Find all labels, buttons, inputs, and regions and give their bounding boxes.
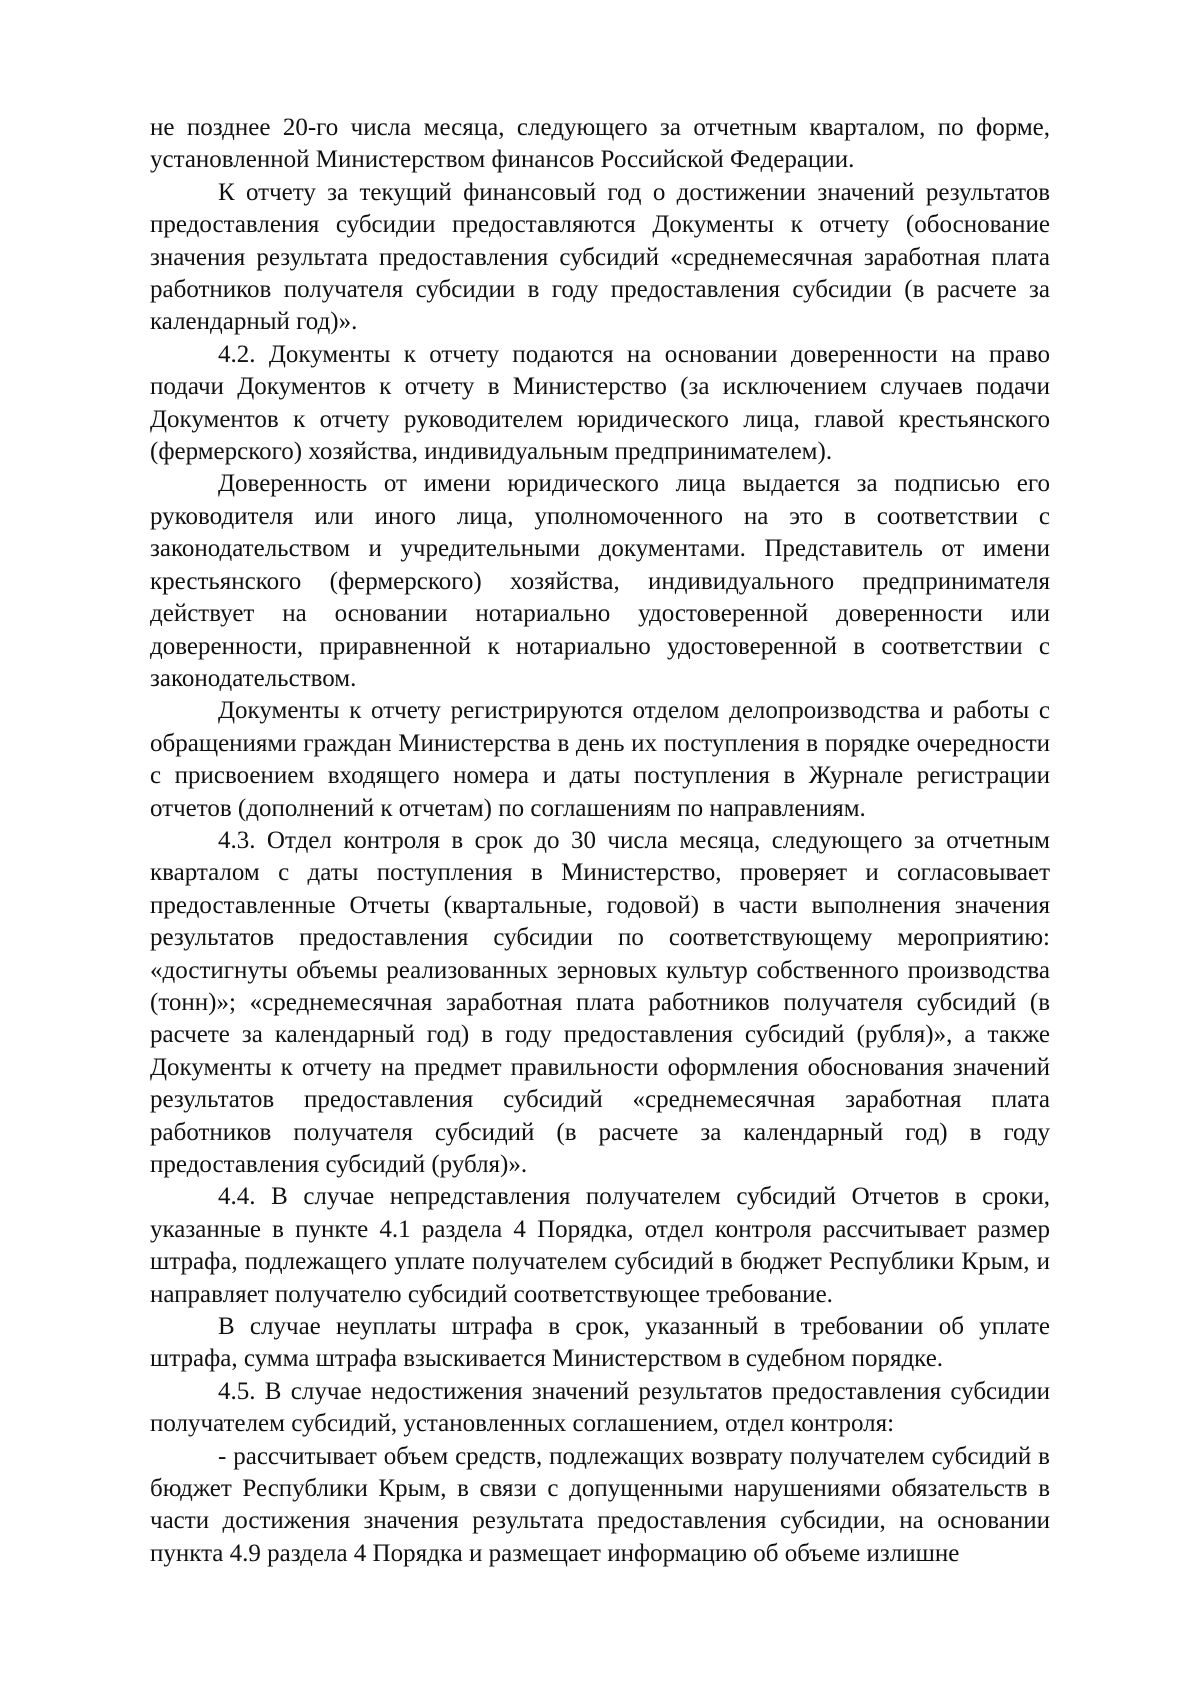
paragraph-annual-report-documents: К отчету за текущий финансовый год о достижении значений результатов предоставления субсидии предоставляются Документы к отчету (обоснование значения результата предоставления субсидий «среднемесячная заработная плата работников получателя субсидии в году предоставления субсидии (в расчете за календарный год)».	[150, 178, 1050, 336]
paragraph-list-item-refund: - рассчитывает объем средств, подлежащих возврату получателем субсидий в бюджет Республики Крым, в связи с допущенными нарушениями обязательств в части достижения значения результата предоставления субсидии, на основании пункта 4.9 раздела 4 Порядка и размещает информацию об объеме излишне	[150, 1442, 1050, 1567]
paragraph-4-2: 4.2. Документы к отчету подаются на основании доверенности на право подачи Документов к отчету в Министерство (за исключением случаев подачи Документов к отчету руководителем юридического лица, главой крестьянского (фермерского) хозяйства, индивидуальным предпринимателем).	[150, 340, 1050, 466]
paragraph-4-5: 4.5. В случае недостижения значений результатов предоставления субсидии получателем субсидий, установленных соглашением, отдел контроля:	[150, 1377, 1050, 1438]
document-page	[150, 112, 1050, 1570]
paragraph-power-of-attorney: Доверенность от имени юридического лица выдается за подписью его руководителя или иного лица, уполномоченного на это в соответствии с законодательством и учредительными документами. Представитель от имени крестьянского (фермерского) хозяйства, индивидуального предпринимателя действует на основании нотариально удостоверенной доверенности или доверенности, приравненной к нотариально удостоверенной в соответствии с законодательством.	[150, 470, 1050, 692]
paragraph-fine-collection: В случае неуплаты штрафа в срок, указанный в требовании об уплате штрафа, сумма штрафа взыскивается Министерством в судебном порядке.	[150, 1313, 1050, 1373]
paragraph-continuation: не позднее 20-го числа месяца, следующего за отчетным кварталом, по форме, установленной Министерством финансов Российской Федерации.	[150, 114, 1050, 174]
paragraph-registration: Документы к отчету регистрируются отделом делопроизводства и работы с обращениями граждан Министерства в день их поступления в порядке очередности с присвоением входящего номера и даты поступления в Журнале регистрации отчетов (дополнений к отчетам) по соглашениям по направлениям.	[150, 697, 1050, 822]
paragraph-4-4: 4.4. В случае непредставления получателем субсидий Отчетов в сроки, указанные в пункте 4.1 раздела 4 Порядка, отдел контроля рассчитывает размер штрафа, подлежащего уплате получателем субсидий в бюджет Республики Крым, и направляет получателю субсидий соответствующее требование.	[150, 1183, 1050, 1308]
paragraph-4-3: 4.3. Отдел контроля в срок до 30 числа месяца, следующего за отчетным кварталом с даты поступления в Министерство, проверяет и согласовывает предоставленные Отчеты (квартальные, годовой) в части выполнения значения результатов предоставления субсидии по соответствующему мероприятию: «достигнуты объемы реализованных зерновых культур собственного производства (тонн)»; «среднемесячная заработная плата работников получателя субсидий (в расчете за календарный год) в году предоставления субсидий (рубля)», а также Документы к отчету на предмет правильности оформления обоснования значений результатов предоставления субсидий «среднемесячная заработная плата работников получателя субсидий (в расчете за календарный год) в году предоставления субсидий (рубля)».	[150, 826, 1050, 1178]
